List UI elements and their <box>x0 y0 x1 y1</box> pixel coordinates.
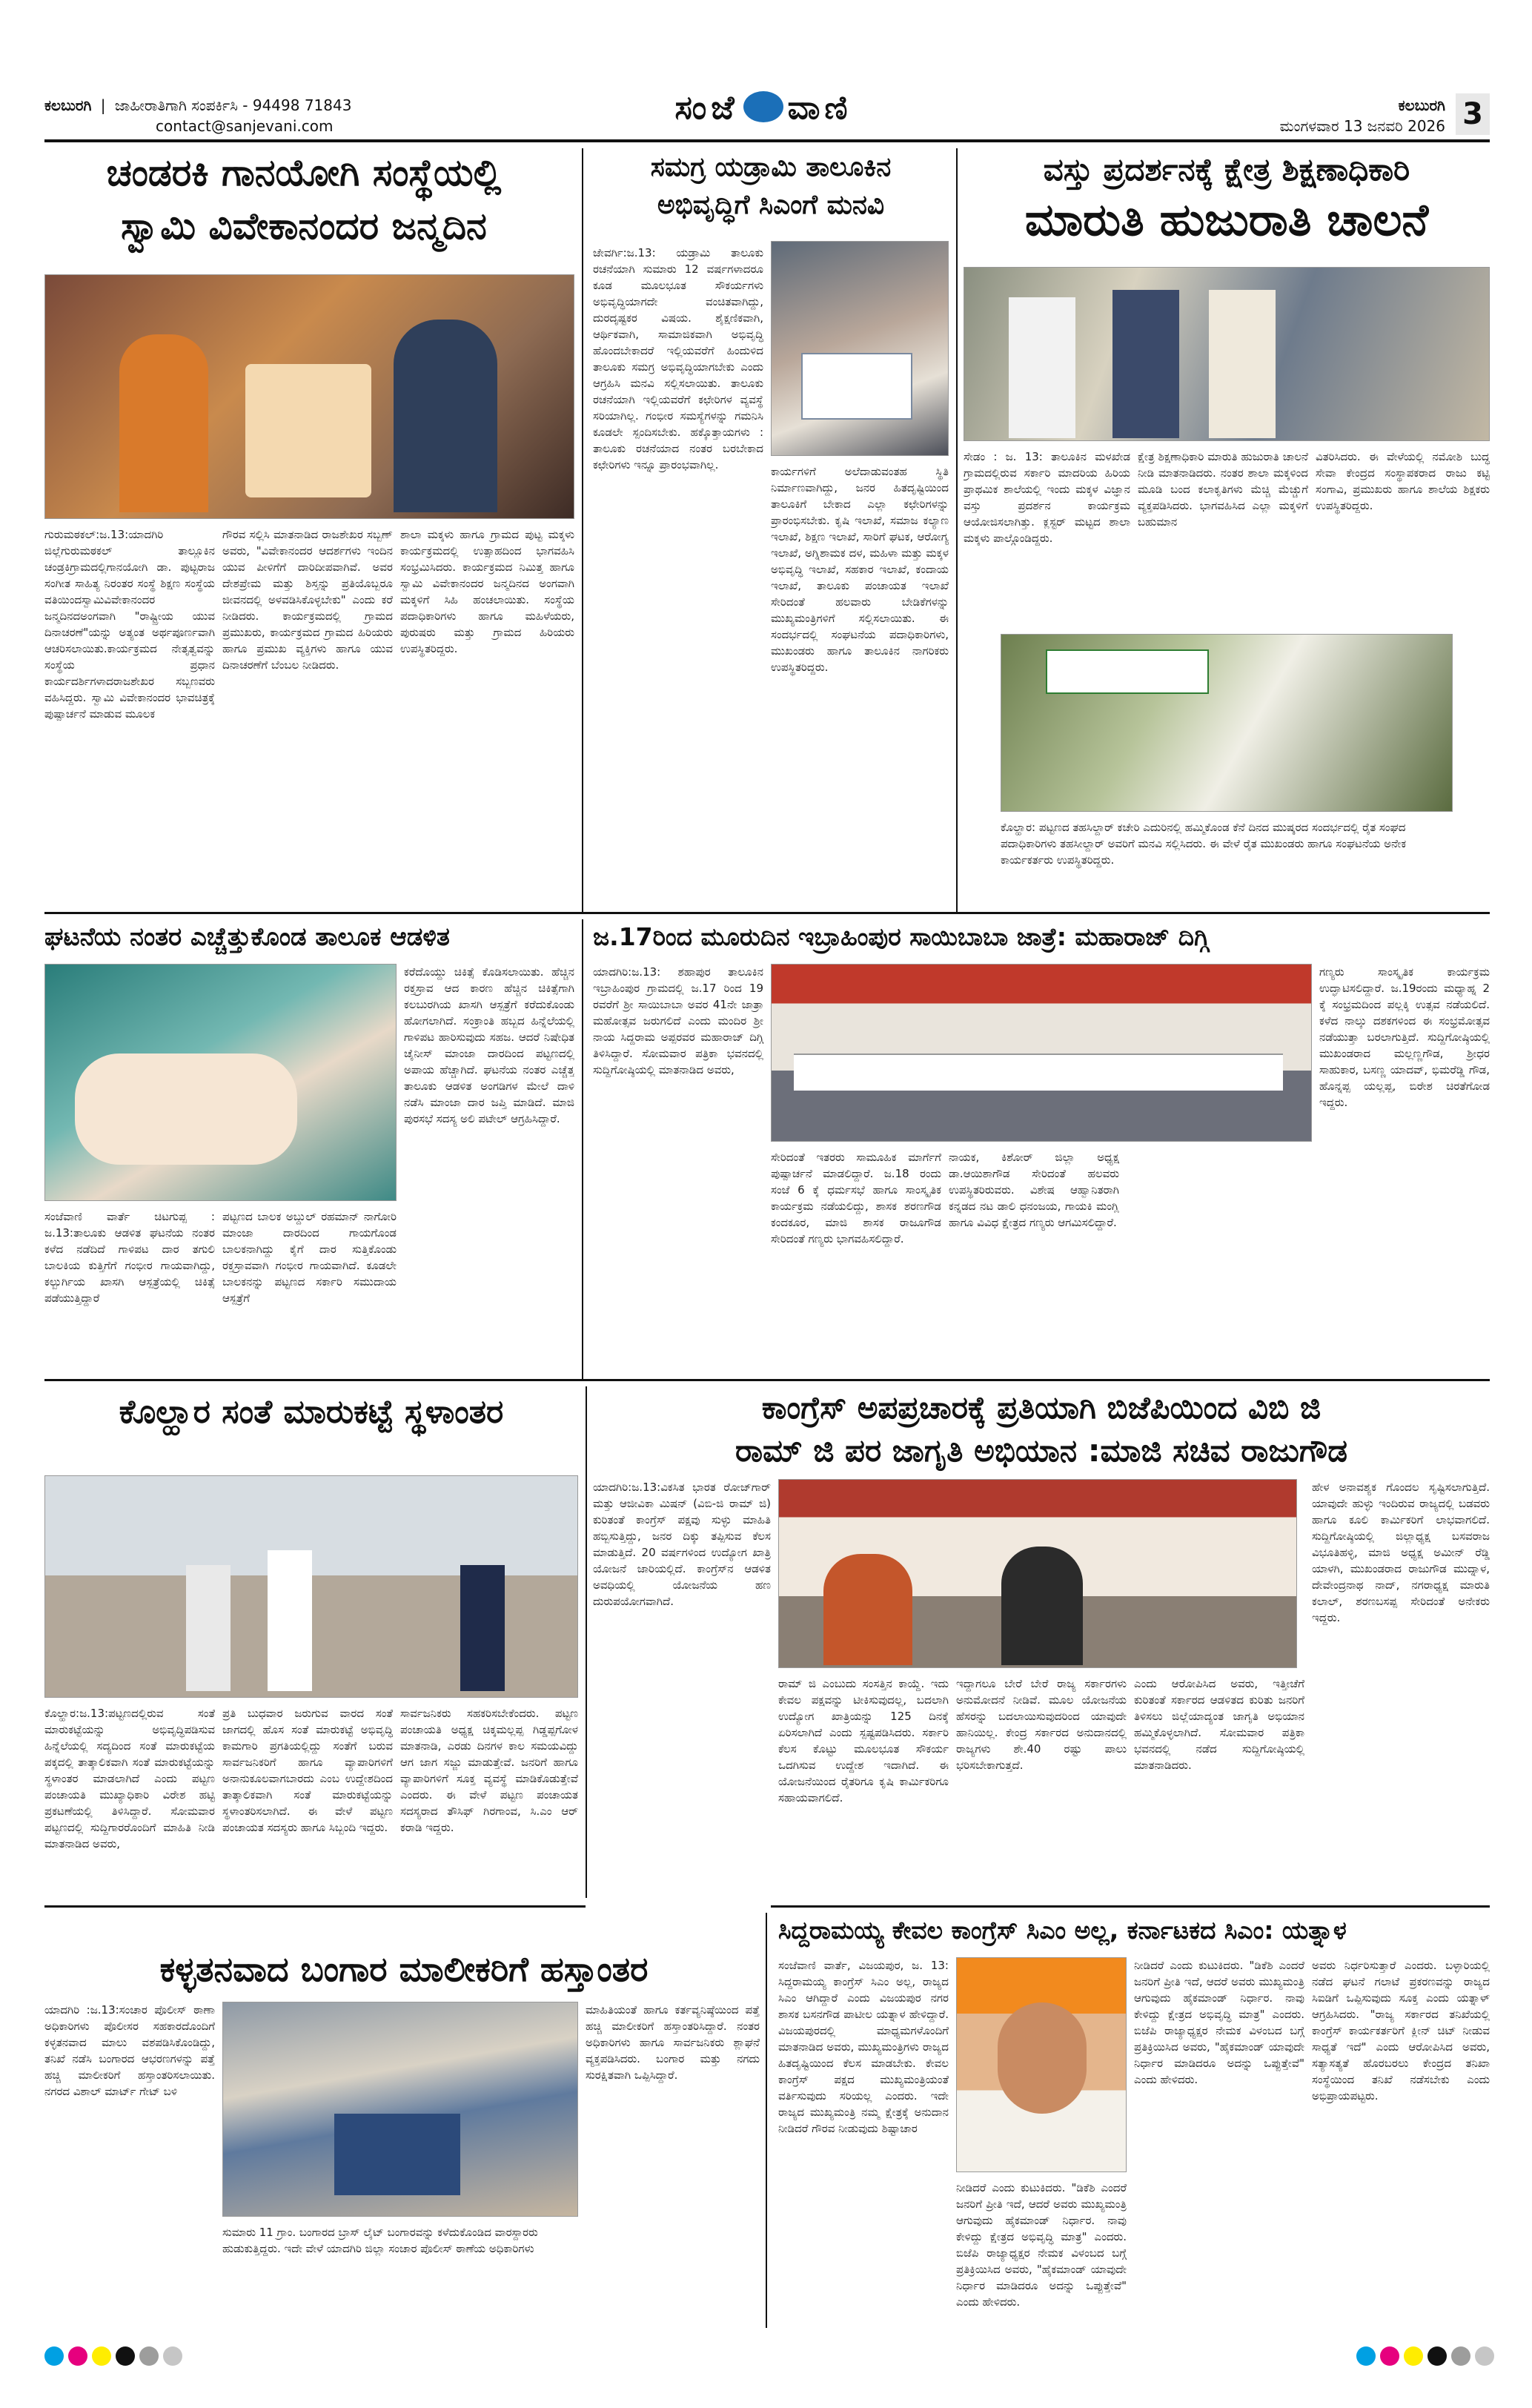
story8-caption: ಸುಮಾರು 11 ಗ್ರಾಂ. ಬಂಗಾರದ ಬ್ರಾಸ್ ಲೈಟ್ ಬಂಗಾರವನ್ನು ಕಳೆದುಕೊಂಡಿದ ವಾರಸ್ದಾರರು ಹುಡುಕುತ್ತಿದ್ದರು. ಇದೇ ವೇಳೆ ಯಾದಗಿರಿ ಜಿಲ್ಲಾ ಸಂಚಾರ ಪೊಲೀಸ್ ಠಾಣೆಯ ಅಧಿಕಾರಿಗಳು <box>222 2226 538 2255</box>
story3-photo-protest <box>1001 634 1453 812</box>
column-divider <box>956 148 958 912</box>
story4-col2: ಪಟ್ಟಣದ ಬಾಲಕ ಅಬ್ದುಲ್ ರಹಮಾನ್ ನಾಗೋರಿ ಮಾಂಜಾ ದಾರದಿಂದ ಗಾಯಗೊಂಡ ಬಾಲಕನಾಗಿದ್ದು ಕೈಗೆ ದಾರ ಸುತ್ತಿಕೊಂಡು ರಕ್ತಸ್ರಾವವಾಗಿ ಗಂಭೀರ ಗಾಯವಾಗಿದೆ. ಕೂಡಲೇ ಬಾಲಕನನ್ನು ಪಟ್ಟಣದ ಸರ್ಕಾರಿ ಸಮುದಾಯ ಆಸ್ಪತ್ರೆಗೆ <box>222 1210 397 1305</box>
story1-headline-line1: ಚಂಡರಕಿ ಗಾನಯೋಗಿ ಸಂಸ್ಥೆಯಲ್ಲಿ <box>106 151 502 194</box>
reg-mark-cyan <box>44 2346 64 2366</box>
masthead-right <box>1280 95 1445 136</box>
story9-col2a <box>956 2180 1127 2317</box>
reg-mark-black <box>116 2346 135 2366</box>
reg-mark-light-gray <box>1475 2346 1494 2366</box>
story5-col2: ಸೇರಿದಂತೆ ಇತರರು ಸಾಮೂಹಿಕ ಮಾರ್ಗೆಗೆ ಪುಷ್ಪಾರ್ಚನೆ ಮಾಡಲಿದ್ದಾರೆ. ಜ.18 ರಂದು ಸಂಜೆ 6 ಕ್ಕೆ ಧರ್ಮಸಭೆ ಹಾಗೂ ಸಾಂಸ್ಕೃತಿಕ ಕಾರ್ಯಕ್ರಮ ನಡೆಯಲಿದ್ದು, ಶಾಸಕ ಶರಣಗೌಡ ಕಂದಕೂರ, ಮಾಜಿ ಶಾಸಕ ರಾಜೂಗೌಡ ಸೇರಿದಂತೆ ಗಣ್ಯರು ಭಾಗವಹಿಸಲಿದ್ದಾರೆ. <box>771 1151 941 1246</box>
newspaper-logo <box>608 89 919 136</box>
masthead-city: ಕಲಬುರಗಿ <box>44 96 92 114</box>
story7-col3: ಇದ್ದಾಗಲೂ ಬೇರೆ ಬೇರೆ ರಾಜ್ಯ ಸರ್ಕಾರಗಳು ಅನುಮೋದನೆ ನೀಡಿವೆ. ಮೂಲ ಯೋಜನೆಯ ಹೆಸರನ್ನು ಬದಲಾಯಿಸುವುದರಿಂದ ಯಾವುದೇ ಹಾನಿಯಿಲ್ಲ. ಕೇಂದ್ರ ಸರ್ಕಾರದ ಅನುದಾನದಲ್ಲಿ ರಾಜ್ಯಗಳು ಶೇ.40 ರಷ್ಟು ಪಾಲು ಭರಿಸಬೇಕಾಗುತ್ತದೆ. <box>956 1677 1127 1772</box>
masthead-left: ಕಲಬುರಗಿ | ಜಾಹೀರಾತಿಗಾಗಿ ಸಂಪರ್ಕಿಸಿ - 94498 71843 contact@sanjevani.com <box>44 96 352 135</box>
masthead <box>44 89 1490 142</box>
story9-headline: ಸಿದ್ದರಾಮಯ್ಯ ಕೇವಲ ಕಾಂಗ್ರೆಸ್ ಸಿಎಂ ಅಲ್ಲ, ಕರ್ನಾಟಕದ ಸಿಎಂ: ಯತ್ನಾಳ <box>778 1916 1347 1945</box>
page-number: 3 <box>1456 93 1490 135</box>
story2-headline-line2: ಅಭಿವೃದ್ಧಿಗೆ ಸಿಎಂಗೆ ಮನವಿ <box>657 190 885 221</box>
reg-mark-light-gray <box>163 2346 182 2366</box>
story8-col3: ಮಾಹಿತಿಯಂತೆ ಹಾಗೂ ಕರ್ತವ್ಯನಿಷ್ಠೆಯಿಂದ ಪತ್ತೆ ಹಚ್ಚಿ ಮಾಲೀಕರಿಗೆ ಹಸ್ತಾಂತರಿಸಿದ್ದಾರೆ. ನಂತರ ಅಧಿಕಾರಿಗಳು ಹಾಗೂ ಸಾರ್ವಜನಿಕರು ಶ್ಲಾಘನೆ ವ್ಯಕ್ತಪಡಿಸಿದರು. ಬಂಗಾರ ಮತ್ತು ನಗದು ಸುರಕ್ಷಿತವಾಗಿ ಒಪ್ಪಿಸಿದ್ದಾರೆ. <box>586 2003 760 2082</box>
registration-marks-left <box>44 2346 182 2366</box>
story7-headline-line1: ಕಾಂಗ್ರೆಸ್ ಅಪಪ್ರಚಾರಕ್ಕೆ ಪ್ರತಿಯಾಗಿ ಬಿಜೆಪಿಯಿಂದ ವಿಬಿ ಜಿ <box>761 1389 1322 1426</box>
story9-col2: ನೀಡಿದರೆ ಎಂದು ಕುಟುಕಿದರು. "ಡಿಕೆಶಿ ಎಂದರೆ ಜನರಿಗೆ ಪ್ರೀತಿ ಇದೆ, ಆದರೆ ಅವರು ಮುಖ್ಯಮಂತ್ರಿ ಆಗುವುದು ಹೈಕಮಾಂಡ್ ನಿರ್ಧಾರ. ನಾವು ಕೇಳಿದ್ದು ಕ್ಷೇತ್ರದ ಅಭಿವೃದ್ಧಿ ಮಾತ್ರ" ಎಂದರು. ಬಿಜೆಪಿ ರಾಜ್ಯಾಧ್ಯಕ್ಷರ ನೇಮಕ ವಿಳಂಬದ ಬಗ್ಗೆ ಪ್ರತಿಕ್ರಿಯಿಸಿದ ಅವರು, "ಹೈಕಮಾಂಡ್ ಯಾವುದೇ ನಿರ್ಧಾರ ಮಾಡಿದರೂ ಅದನ್ನು ಒಪ್ಪುತ್ತೇವೆ" ಎಂದು ಹೇಳಿದರು. <box>1134 1959 1304 2086</box>
story3-col1: ಸೇಡಂ : ಜ. 13: ತಾಲೂಕಿನ ಮಳಖೇಡ ಗ್ರಾಮದಲ್ಲಿರುವ ಸರ್ಕಾರಿ ಮಾದರಿಯ ಹಿರಿಯ ಪ್ರಾಥಮಿಕ ಶಾಲೆಯಲ್ಲಿ ಇಂದು ಮಕ್ಕಳ ವಿಜ್ಞಾನ ವಸ್ತು ಪ್ರದರ್ಶನ ಕಾರ್ಯಕ್ರಮ ಆಯೋಜಿಸಲಾಗಿತ್ತು. ಕ್ಲಸ್ಟರ್ ಮಟ್ಟದ ಶಾಲಾ ಮಕ್ಕಳು ಪಾಲ್ಗೊಂಡಿದ್ದರು. <box>964 450 1130 545</box>
story7-col4: ಎಂದು ಆರೋಪಿಸಿದ ಅವರು, ಇತ್ತೀಚೆಗೆ ಕುರಿತಂತೆ ಸರ್ಕಾರದ ಆಡಳಿತದ ಕುರಿತು ಜನರಿಗೆ ತಿಳಿಸಲು ಜಿಲ್ಲೆಯಾದ್ಯಂತ ಜಾಗೃತಿ ಅಭಿಯಾನ ಹಮ್ಮಿಕೊಳ್ಳಲಾಗಿದೆ. ಸೋಮವಾರ ಪತ್ರಿಕಾ ಭವನದಲ್ಲಿ ನಡೆದ ಸುದ್ದಿಗೋಷ್ಠಿಯಲ್ಲಿ ಮಾತನಾಡಿದರು. <box>1134 1677 1304 1772</box>
section-divider <box>44 1379 1490 1381</box>
reg-mark-gray <box>1451 2346 1470 2366</box>
story6-photo <box>44 1475 578 1698</box>
story2-headline <box>593 152 949 221</box>
story1-col2: ಗೌರವ ಸಲ್ಲಿಸಿ ಮಾತನಾಡಿದ ರಾಜಶೇಖರ ಸಬ್ಬಣ್ ಅವರು, "ವಿವೇಕಾನಂದರ ಆದರ್ಶಗಳು ಇಂದಿನ ಯುವ ಪೀಳಿಗೆಗೆ ದಾರಿದೀಪವಾಗಿವೆ. ಅವರ ದೇಶಪ್ರೇಮ ಮತ್ತು ಶಿಸ್ತನ್ನು ಪ್ರತಿಯೊಬ್ಬರೂ ಜೀವನದಲ್ಲಿ ಅಳವಡಿಸಿಕೊಳ್ಳಬೇಕು" ಎಂದು ಕರೆ ನೀಡಿದರು. ಕಾರ್ಯಕ್ರಮದಲ್ಲಿ ಗ್ರಾಮದ ಪ್ರಮುಖರು, ಕಾರ್ಯಕ್ರಮದ ಗ್ರಾಮದ ಹಿರಿಯರು ಹಾಗೂ ಪ್ರಮುಖ ವ್ಯಕ್ತಿಗಳು ಹಾಗೂ ಯುವ ದಿನಾಚರಣೆಗೆ ಬೆಂಬಲ ನೀಡಿದರು. <box>222 528 393 672</box>
section-divider <box>771 1905 1490 1908</box>
story1-col3: ಶಾಲಾ ಮಕ್ಕಳು ಹಾಗೂ ಗ್ರಾಮದ ಪುಟ್ಟ ಮಕ್ಕಳು ಕಾರ್ಯಕ್ರಮದಲ್ಲಿ ಉತ್ಸಾಹದಿಂದ ಭಾಗವಹಿಸಿ ಸಂಭ್ರಮಿಸಿದರು. ಕಾರ್ಯಕ್ರಮದ ನಿಮಿತ್ತ ಹಾಗೂ ಸ್ವಾಮಿ ವಿವೇಕಾನಂದರ ಜನ್ಮದಿನದ ಅಂಗವಾಗಿ ಮಕ್ಕಳಿಗೆ ಸಿಹಿ ಹಂಚಲಾಯಿತು. ಸಂಸ್ಥೆಯ ಪದಾಧಿಕಾರಿಗಳು ಹಾಗೂ ಮಹಿಳೆಯರು, ಪುರುಷರು ಮತ್ತು ಗ್ರಾಮದ ಹಿರಿಯರು ಉಪಸ್ಥಿತರಿದ್ದರು. <box>400 528 574 655</box>
story3-col2: ಕ್ಷೇತ್ರ ಶಿಕ್ಷಣಾಧಿಕಾರಿ ಮಾರುತಿ ಹುಜುರಾತಿ ಚಾಲನೆ ನೀಡಿ ಮಾತನಾಡಿದರು. ನಂತರ ಶಾಲಾ ಮಕ್ಕಳಿಂದ ಮೂಡಿ ಬಂದ ಕಲಾಕೃತಿಗಳು ಮೆಚ್ಚಿ ಮೆಚ್ಚುಗೆ ವ್ಯಕ್ತಪಡಿಸಿದರು. ಭಾಗವಹಿಸಿದ ಎಲ್ಲಾ ಮಕ್ಕಳಿಗೆ ಬಹುಮಾನ <box>1138 450 1308 529</box>
story8-photo <box>222 2002 578 2217</box>
reg-mark-cyan <box>1356 2346 1376 2366</box>
story7-col2: ರಾಮ್ ಜಿ ಎಂಬುದು ಸಂಸತ್ತಿನ ಕಾಯ್ದೆ. ಇದು ಕೇವಲ ಪಕ್ಷವನ್ನು ಟೀಕಿಸುವುದಲ್ಲ, ಬದಲಾಗಿ ಉದ್ಯೋಗ ಖಾತ್ರಿಯನ್ನು 125 ದಿನಕ್ಕೆ ಏರಿಸಲಾಗಿದೆ ಎಂದು ಸ್ಪಷ್ಟಪಡಿಸಿದರು. ಸರ್ಕಾರಿ ಕೆಲಸ ಕೊಟ್ಟು ಮೂಲಭೂತ ಸೌಕರ್ಯ ಒದಗಿಸುವ ಉದ್ದೇಶ ಇದಾಗಿದೆ. ಈ ಯೋಜನೆಯಿಂದ ರೈತರಿಗೂ ಕೃಷಿ ಕಾರ್ಮಿಕರಿಗೂ ಸಹಾಯವಾಗಲಿದೆ. <box>778 1677 949 1805</box>
section-divider <box>44 912 1490 914</box>
story7-headline <box>593 1390 1490 1469</box>
logo-text-right: ವಾಣಿ <box>787 89 852 127</box>
story5-headline: ಜ.17ರಿಂದ ಮೂರುದಿನ ಇಬ್ರಾಹಿಂಪುರ ಸಾಯಿಬಾಬಾ ಜಾತ್ರೆ: ಮಹಾರಾಜ್ ದಿಗ್ಗಿ <box>593 922 1210 951</box>
story7-photo <box>778 1479 1297 1668</box>
story1-headline-line2: ಸ್ವಾಮಿ ವಿವೇಕಾನಂದರ ಜನ್ಮದಿನ <box>121 204 487 248</box>
story2-headline-line1: ಸಮಗ್ರ ಯಡ್ರಾಮಿ ತಾಲೂಕಿನ <box>650 152 892 182</box>
story4-col1: ಸಂಜೆವಾಣಿ ವಾರ್ತೆ ಚಿಟಗುಪ್ಪ : ಜ.13:ತಾಲೂಕು ಆಡಳಿತ ಘಟನೆಯ ನಂತರ ಕಳೆದ ನಡೆದಿದೆ ಗಾಳಿಪಟ ದಾರ ತಗುಲಿ ಬಾಲಕಿಯ ಕುತ್ತಿಗೆಗೆ ಗಂಭೀರ ಗಾಯವಾಗಿದ್ದು, ಕಲ್ಬುರ್ಗಿಯ ಖಾಸಗಿ ಆಸ್ಪತ್ರೆಯಲ್ಲಿ ಚಿಕಿತ್ಸೆ ಪಡೆಯುತ್ತಿದ್ದಾರೆ <box>44 1210 215 1305</box>
story9-photo-portrait <box>956 1957 1127 2172</box>
story3-headline-line2: ಮಾರುತಿ ಹುಜುರಾತಿ ಚಾಲನೆ <box>1024 194 1429 247</box>
reg-mark-magenta <box>1380 2346 1399 2366</box>
story4-photo <box>44 964 397 1201</box>
story8-headline: ಕಳ್ಳತನವಾದ ಬಂಗಾರ ಮಾಲೀಕರಿಗೆ ಹಸ್ತಾಂತರ <box>159 1949 649 1989</box>
story6-col1: ಕೊಲ್ಹಾರ:ಜ.13:ಪಟ್ಟಣದಲ್ಲಿರುವ ಸಂತೆ ಮಾರುಕಟ್ಟೆಯನ್ನು ಅಭಿವೃದ್ಧಿಪಡಿಸುವ ಹಿನ್ನೆಲೆಯಲ್ಲಿ ಸದ್ಯದಿಂದ ಸಂತೆ ಮಾರುಕಟ್ಟೆಯ ಪಕ್ಕದಲ್ಲಿ ತಾತ್ಕಾಲಿಕವಾಗಿ ಸಂತೆ ಮಾರುಕಟ್ಟೆಯನ್ನು ಸ್ಥಳಾಂತರ ಮಾಡಲಾಗಿದೆ ಎಂದು ಪಟ್ಟಣ ಪಂಚಾಯತಿ ಮುಖ್ಯಾಧಿಕಾರಿ ವಿರೇಶ ಹಟ್ಟಿ ಪ್ರಕಟಣೆಯಲ್ಲಿ ತಿಳಿಸಿದ್ದಾರೆ. ಸೋಮವಾರ ಪಟ್ಟಣದಲ್ಲಿ ಸುದ್ದಿಗಾರರೊಂದಿಗೆ ಮಾಹಿತಿ ನೀಡಿ ಮಾತನಾಡಿದ ಅವರು, <box>44 1707 215 1850</box>
story9-col1: ಸಂಜೆವಾಣಿ ವಾರ್ತೆ, ವಿಜಯಪುರ, ಜ. 13: ಸಿದ್ದರಾಮಯ್ಯ ಕಾಂಗ್ರೆಸ್ ಸಿಎಂ ಅಲ್ಲ, ರಾಜ್ಯದ ಸಿಎಂ ಆಗಿದ್ದಾರೆ ಎಂದು ವಿಜಯಪುರ ನಗರ ಶಾಸಕ ಬಸನಗೌಡ ಪಾಟೀಲ ಯತ್ನಾಳ ಹೇಳಿದ್ದಾರೆ. ವಿಜಯಪುರದಲ್ಲಿ ಮಾಧ್ಯಮಗಳೊಂದಿಗೆ ಮಾತನಾಡಿದ ಅವರು, ಮುಖ್ಯಮಂತ್ರಿಗಳು ರಾಜ್ಯದ ಹಿತದೃಷ್ಟಿಯಿಂದ ಕೆಲಸ ಮಾಡಬೇಕು. ಕೇವಲ ಕಾಂಗ್ರೆಸ್ ಪಕ್ಷದ ಮುಖ್ಯಮಂತ್ರಿಯಂತೆ ವರ್ತಿಸುವುದು ಸರಿಯಲ್ಲ ಎಂದರು. ಇದೇ ರಾಜ್ಯದ ಮುಖ್ಯಮಂತ್ರಿ ನಮ್ಮ ಕ್ಷೇತ್ರಕ್ಕೆ ಅನುದಾನ ನೀಡಿದರೆ ಗೌರವ ನೀಡುವುದು ಶಿಷ್ಟಾಚಾರ <box>778 1959 949 2135</box>
story8-col1: ಯಾದಗಿರಿ :ಜ.13:ಸಂಚಾರ ಪೊಲೀಸ್ ಠಾಣಾ ಅಧಿಕಾರಿಗಳು ಪೊಲೀಸರ ಸಹಕಾರದೊಂದಿಗೆ ಕಳ್ಳತನವಾದ ಮಾಲು ವಶಪಡಿಸಿಕೊಂಡಿದ್ದು, ತನಿಖೆ ನಡೆಸಿ ಬಂಗಾರದ ಆಭರಣಗಳನ್ನು ಪತ್ತೆ ಹಚ್ಚಿ ಮಾಲೀಕರಿಗೆ ಹಸ್ತಾಂತರಿಸಲಾಯಿತು. ನಗರದ ವಿಶಾಲ್ ಮಾರ್ಟ್ ಗೇಟ್ ಬಳಿ <box>44 2003 215 2098</box>
story5-col1: ಯಾದಗಿರಿ:ಜ.13: ಶಹಾಪುರ ತಾಲೂಕಿನ ಇಬ್ರಾಹಿಂಪುರ ಗ್ರಾಮದಲ್ಲಿ ಜ.17 ರಿಂದ 19 ರವರೆಗೆ ಶ್ರೀ ಸಾಯಿಬಾಬಾ ಅವರ 41ನೇ ಜಾತ್ರಾ ಮಹೋತ್ಸವ ಜರುಗಲಿದೆ ಎಂದು ಮಂದಿರ ಶ್ರೀ ನಾಯ ಸಿದ್ದರಾಮ ಅಪ್ಪರವರ ಮಹಾರಾಜ್ ದಿಗ್ಗಿ ತಿಳಿಸಿದ್ದಾರೆ. ಸೋಮವಾರ ಪತ್ರಿಕಾ ಭವನದಲ್ಲಿ ಸುದ್ದಿಗೋಷ್ಠಿಯಲ್ಲಿ ಮಾತನಾಡಿದ ಅವರು, <box>593 965 763 1076</box>
story2-col1: ಜೇವರ್ಗಿ:ಜ.13: ಯಡ್ರಾಮಿ ತಾಲೂಕು ರಚನೆಯಾಗಿ ಸುಮಾರು 12 ವರ್ಷಗಳಾದರೂ ಕೂಡ ಮೂಲಭೂತ ಸೌಕರ್ಯಗಳು ಅಭಿವೃದ್ಧಿಯಾಗದೇ ವಂಚಿತವಾಗಿದ್ದು, ದುರದೃಷ್ಟಕರ ವಿಷಯ. ಶೈಕ್ಷಣಿಕವಾಗಿ, ಆರ್ಥಿಕವಾಗಿ, ಸಾಮಾಜಿಕವಾಗಿ ಅಭಿವೃದ್ಧಿ ಹೊಂದಬೇಕಾದರೆ ಇಲ್ಲಿಯವರೆಗೆ ಹಿಂದುಳಿದ ತಾಲೂಕು ಸಮಗ್ರ ಅಭಿವೃದ್ಧಿಯಾಗಬೇಕು ಎಂದು ಆಗ್ರಹಿಸಿ ಮನವಿ ಸಲ್ಲಿಸಲಾಯಿತು. ತಾಲೂಕು ರಚನೆಯಾಗಿ ಇಲ್ಲಿಯವರೆಗೆ ಕಛೇರಿಗಳ ವ್ಯವಸ್ಥೆ ಸರಿಯಾಗಿಲ್ಲ. ಗಂಭೀರ ಸಮಸ್ಯೆಗಳನ್ನು ಗಮನಿಸಿ ಕೂಡಲೇ ಸ್ಪಂದಿಸಬೇಕು. ಹಕ್ಕೊತ್ತಾಯಗಳು : ತಾಲೂಕು ರಚನೆಯಾದ ನಂತರ ಬರಬೇಕಾದ ಕಛೇರಿಗಳು ಇನ್ನೂ ಪ್ರಾರಂಭವಾಗಿಲ್ಲ. <box>593 246 763 472</box>
column-divider <box>582 148 583 912</box>
story6-col2: ಪ್ರತಿ ಬುಧವಾರ ಜರುಗುವ ವಾರದ ಸಂತೆ ಜಾಗದಲ್ಲಿ ಹೊಸ ಸಂತೆ ಮಾರುಕಟ್ಟೆ ಅಭಿವೃದ್ಧಿ ಕಾಮಗಾರಿ ಪ್ರಗತಿಯಲ್ಲಿದ್ದು ಸಂತೆಗೆ ಬರುವ ಸಾರ್ವಜನಿಕರಿಗೆ ಹಾಗೂ ವ್ಯಾಪಾರಿಗಳಿಗೆ ಅನಾನುಕೂಲವಾಗಬಾರದು ಎಂಬ ಉದ್ದೇಶದಿಂದ ತಾತ್ಕಾಲಿಕವಾಗಿ ಸಂತೆ ಮಾರುಕಟ್ಟೆಯನ್ನು ಸ್ಥಳಾಂತರಿಸಲಾಗಿದೆ. ಈ ವೇಳೆ ಪಟ್ಟಣ ಪಂಚಾಯತ ಸದಸ್ಯರು ಹಾಗೂ ಸಿಬ್ಬಂದಿ ಇದ್ದರು. <box>222 1707 393 1834</box>
column-divider <box>766 1913 767 2328</box>
reg-mark-black <box>1427 2346 1447 2366</box>
column-divider <box>582 919 583 1379</box>
registration-marks-right <box>1356 2346 1494 2366</box>
issue-date: ಮಂಗಳವಾರ 13 ಜನವರಿ 2026 <box>1279 117 1445 135</box>
globe-icon <box>743 91 783 122</box>
contact-email[interactable]: contact@sanjevani.com <box>156 117 334 135</box>
story3-photo-exhibition <box>964 267 1490 441</box>
story7-col5: ಹೇಳ ಅನಾವಶ್ಯಕ ಗೊಂದಲ ಸೃಷ್ಟಿಸಲಾಗುತ್ತಿದೆ. ಯಾವುದೇ ಹುಳ್ಳು ಇಂದಿರುವ ರಾಜ್ಯದಲ್ಲಿ ಬಡವರು ಹಾಗೂ ಕೂಲಿ ಕಾರ್ಮಿಕರಿಗೆ ಲಾಭವಾಗಲಿದೆ. ಸುದ್ದಿಗೋಷ್ಠಿಯಲ್ಲಿ ಜಿಲ್ಲಾಧ್ಯಕ್ಷ ಬಸವರಾಜ ವಿಭೂತಿಹಳ್ಳಿ, ಮಾಜಿ ಅಧ್ಯಕ್ಷ ಅಮೀನ್ ರೆಡ್ಡಿ ಯಾಳಗಿ, ಮುಖಂಡರಾದ ರಾಜುಗೌಡ ಮುದ್ನಾಳ, ದೇವೇಂದ್ರನಾಥ ನಾದ್, ನಗರಾಧ್ಯಕ್ಷ ಮಾರುತಿ ಕಲಾಲ್, ಶರಣಬಸಪ್ಪ ಸೇರಿದಂತೆ ಅನೇಕರು ಇದ್ದರು. <box>1312 1481 1490 1624</box>
story9-col2-text: ನೀಡಿದರೆ ಎಂದು ಕುಟುಕಿದರು. "ಡಿಕೆಶಿ ಎಂದರೆ ಜನರಿಗೆ ಪ್ರೀತಿ ಇದೆ, ಆದರೆ ಅವರು ಮುಖ್ಯಮಂತ್ರಿ ಆಗುವುದು ಹೈಕಮಾಂಡ್ ನಿರ್ಧಾರ. ನಾವು ಕೇಳಿದ್ದು ಕ್ಷೇತ್ರದ ಅಭಿವೃದ್ಧಿ ಮಾತ್ರ" ಎಂದರು. ಬಿಜೆಪಿ ರಾಜ್ಯಾಧ್ಯಕ್ಷರ ನೇಮಕ ವಿಳಂಬದ ಬಗ್ಗೆ ಪ್ರತಿಕ್ರಿಯಿಸಿದ ಅವರು, "ಹೈಕಮಾಂಡ್ ಯಾವುದೇ ನಿರ್ಧಾರ ಮಾಡಿದರೂ ಅದನ್ನು ಒಪ್ಪುತ್ತೇವೆ" ಎಂದು ಹೇಳಿದರು. <box>956 2181 1127 2309</box>
story4-col3: ಕರೆದೊಯ್ದು ಚಿಕಿತ್ಸೆ ಕೊಡಿಸಲಾಯಿತು. ಹೆಚ್ಚಿನ ರಕ್ತಸ್ರಾವ ಆದ ಕಾರಣ ಹೆಚ್ಚಿನ ಚಿಕಿತ್ಸೆಗಾಗಿ ಕಲಬುರಗಿಯ ಖಾಸಗಿ ಆಸ್ಪತ್ರೆಗೆ ಕರೆದುಕೊಂಡು ಹೋಗಲಾಗಿದೆ. ಸಂಕ್ರಾಂತಿ ಹಬ್ಬದ ಹಿನ್ನೆಲೆಯಲ್ಲಿ ಗಾಳಿಪಟ ಹಾರಿಸುವುದು ಸಹಜ. ಆದರೆ ನಿಷೇಧಿತ ಚೈನೀಸ್ ಮಾಂಜಾ ದಾರದಿಂದ ಪಟ್ಟಣದಲ್ಲಿ ಅಪಾಯ ಹೆಚ್ಚಾಗಿದೆ. ಘಟನೆಯ ನಂತರ ಎಚ್ಚೆತ್ತ ತಾಲೂಕು ಆಡಳಿತ ಅಂಗಡಿಗಳ ಮೇಲೆ ದಾಳಿ ನಡೆಸಿ ಮಾಂಜಾ ದಾರ ಜಪ್ತಿ ಮಾಡಿದೆ. ಮಾಜಿ ಪುರಸಭೆ ಸದಸ್ಯ ಅಲಿ ಪಟೇಲ್ ಆಗ್ರಹಿಸಿದ್ದಾರೆ. <box>404 965 574 1125</box>
story9-col3: ಅವರು ನಿರ್ಧರಿಸುತ್ತಾರೆ ಎಂದರು. ಬಳ್ಳಾರಿಯಲ್ಲಿ ನಡೆದ ಘಟನೆ ಗಲಾಟೆ ಪ್ರಕರಣವನ್ನು ರಾಜ್ಯದ ಸಿಐಡಿಗೆ ಒಪ್ಪಿಸುವುದು ಸೂಕ್ತ ಎಂದು ಯತ್ನಾಳ್ ಆಗ್ರಹಿಸಿದರು. "ರಾಜ್ಯ ಸರ್ಕಾರದ ತನಿಖೆಯಲ್ಲಿ ಕಾಂಗ್ರೆಸ್ ಕಾರ್ಯಕರ್ತರಿಗೆ ಕ್ಲೀನ್ ಚಿಟ್ ನೀಡುವ ಸಾಧ್ಯತೆ ಇದೆ" ಎಂದು ಆರೋಪಿಸಿದ ಅವರು, ಸತ್ಯಾಸತ್ಯತೆ ಹೊರಬರಲು ಕೇಂದ್ರದ ತನಿಖಾ ಸಂಸ್ಥೆಯಿಂದ ತನಿಖೆ ನಡೆಸಬೇಕು ಎಂದು ಅಭಿಪ್ರಾಯಪಟ್ಟರು. <box>1312 1959 1490 2103</box>
column-divider <box>586 1386 587 1898</box>
story1-headline <box>44 152 563 248</box>
story7-headline-line2: ರಾಮ್ ಜಿ ಪರ ಜಾಗೃತಿ ಅಭಿಯಾನ :ಮಾಜಿ ಸಚಿವ ರಾಜುಗೌಡ <box>735 1432 1347 1469</box>
masthead-right-city: ಕಲಬುರಗಿ <box>1398 96 1445 114</box>
reg-mark-yellow <box>92 2346 111 2366</box>
section-divider <box>44 1905 586 1908</box>
story5-col3: ನಾಯಕ, ಕಿಶೋರ್ ಜಿಲ್ಲಾ ಅಧ್ಯಕ್ಷ ಡಾ.ಆಯಿಶಾಗೌಡ ಸೇರಿದಂತೆ ಹಲವರು ಉಪಸ್ಥಿತರಿರುವರು. ವಿಶೇಷ ಆಹ್ವಾನಿತರಾಗಿ ಕನ್ನಡದ ನಟ ಡಾಲಿ ಧನಂಜಯ, ಗಾಯಕಿ ಮಂಗ್ಲಿ ಹಾಗೂ ವಿವಿಧ ಕ್ಷೇತ್ರದ ಗಣ್ಯರು ಆಗಮಿಸಲಿದ್ದಾರೆ. <box>949 1151 1119 1229</box>
story7-col1: ಯಾದಗಿರಿ:ಜ.13:ವಿಕಸಿತ ಭಾರತ ರೋಜ್‌ಗಾರ್ ಮತ್ತು ಆಜೀವಿಕಾ ಮಿಷನ್ (ವಿಬಿ-ಜಿ ರಾಮ್ ಜಿ) ಕುರಿತಂತೆ ಕಾಂಗ್ರೆಸ್ ಪಕ್ಷವು ಸುಳ್ಳು ಮಾಹಿತಿ ಹಬ್ಬಿಸುತ್ತಿದ್ದು, ಜನರ ದಿಕ್ಕು ತಪ್ಪಿಸುವ ಕೆಲಸ ಮಾಡುತ್ತಿದೆ. 20 ವರ್ಷಗಳಿಂದ ಉದ್ಯೋಗ ಖಾತ್ರಿ ಯೋಜನೆ ಜಾರಿಯಲ್ಲಿದೆ. ಕಾಂಗ್ರೆಸ್‌ನ ಆಡಳಿತ ಅವಧಿಯಲ್ಲಿ ಯೋಜನೆಯ ಹಣ ದುರುಪಯೋಗವಾಗಿದೆ. <box>593 1481 771 1608</box>
story1-photo <box>44 274 574 519</box>
reg-mark-gray <box>139 2346 159 2366</box>
ad-contact: ಜಾಹೀರಾತಿಗಾಗಿ ಸಂಪರ್ಕಿಸಿ - 94498 71843 <box>114 96 352 114</box>
story2-col2: ಕಾರ್ಯಗಳಿಗೆ ಅಲೆದಾಡುವಂತಹ ಸ್ಥಿತಿ ನಿರ್ಮಾಣವಾಗಿದ್ದು, ಜನರ ಹಿತದೃಷ್ಟಿಯಿಂದ ತಾಲೂಕಿಗೆ ಬೇಕಾದ ಎಲ್ಲಾ ಕಛೇರಿಗಳನ್ನು ಪ್ರಾರಂಭಿಸಬೇಕು. ಕೃಷಿ ಇಲಾಖೆ, ಸಮಾಜ ಕಲ್ಯಾಣ ಇಲಾಖೆ, ಶಿಕ್ಷಣ ಇಲಾಖೆ, ಸಾರಿಗೆ ಘಟಕ, ಆರೋಗ್ಯ ಇಲಾಖೆ, ಅಗ್ನಿಶಾಮಕ ದಳ, ಮಹಿಳಾ ಮತ್ತು ಮಕ್ಕಳ ಅಭಿವೃದ್ಧಿ ಇಲಾಖೆ, ಸಹಕಾರ ಇಲಾಖೆ, ಕಂದಾಯ ಇಲಾಖೆ, ತಾಲೂಕು ಪಂಚಾಯತ ಇಲಾಖೆ ಸೇರಿದಂತೆ ಹಲವಾರು ಬೇಡಿಕೆಗಳನ್ನು ಮುಖ್ಯಮಂತ್ರಿಗಳಿಗೆ ಸಲ್ಲಿಸಲಾಯಿತು. ಈ ಸಂದರ್ಭದಲ್ಲಿ ಸಂಘಟನೆಯ ಪದಾಧಿಕಾರಿಗಳು, ಮುಖಂಡರು ಹಾಗೂ ತಾಲೂಕಿನ ನಾಗರಿಕರು ಉಪಸ್ಥಿತರಿದ್ದರು. <box>771 465 949 674</box>
story5-photo <box>771 964 1312 1142</box>
story2-photo <box>771 241 949 456</box>
reg-mark-yellow <box>1404 2346 1423 2366</box>
story1-col1: ಗುರುಮಠಕಲ್:ಜ.13:ಯಾದಗಿರಿ ಜಿಲ್ಲೆಗುರುಮಠಕಲ್ ತಾಲ್ಲೂಕಿನ ಚಂಡ್ರಕಿಗ್ರಾಮದಲ್ಲಿಗಾನಯೋಗಿ ಡಾ. ಪುಟ್ಟರಾಜ ಸಂಗೀತ ಸಾಹಿತ್ಯ ನಿರಂತರ ಸಂಸ್ಥೆ ಶಿಕ್ಷಣ ಸಂಸ್ಥೆಯ ವತಿಯಿಂದಸ್ವಾಮಿವಿವೇಕಾನಂದರ ಜನ್ಮದಿನದಅಂಗವಾಗಿ "ರಾಷ್ಟ್ರೀಯ ಯುವ ದಿನಾಚರಣೆ"ಯನ್ನು ಅತ್ಯಂತ ಅರ್ಥಪೂರ್ಣವಾಗಿ ಆಚರಿಸಲಾಯಿತು.ಕಾರ್ಯಕ್ರಮದ ನೇತೃತ್ವವನ್ನು ಸಂಸ್ಥೆಯ ಪ್ರಧಾನ ಕಾರ್ಯದರ್ಶಿಗಳಾದರಾಜಶೇಖರ ಸಬ್ಬಣವರು ವಹಿಸಿದ್ದರು. ಸ್ವಾಮಿ ವಿವೇಕಾನಂದರ ಭಾವಚಿತ್ರಕ್ಕೆ ಪುಷ್ಪಾರ್ಚನೆ ಮಾಡುವ ಮೂಲಕ <box>44 528 215 721</box>
story6-headline: ಕೊಲ್ಹಾರ ಸಂತೆ ಮಾರುಕಟ್ಟೆ ಸ್ಥಳಾಂತರ <box>119 1393 504 1431</box>
story3-headline-line1: ವಸ್ತು ಪ್ರದರ್ಶನಕ್ಕೆ ಕ್ಷೇತ್ರ ಶಿಕ್ಷಣಾಧಿಕಾರಿ <box>1043 151 1410 188</box>
story3-caption: ಕೊಲ್ಹಾರ: ಪಟ್ಟಣದ ತಹಸಿಲ್ದಾರ್ ಕಚೇರಿ ಎದುರಿನಲ್ಲಿ ಹಮ್ಮಿಕೊಂಡ ಕೆನೆ ದಿನದ ಮುಷ್ಕರದ ಸಂದರ್ಭದಲ್ಲಿ ರೈತ ಸಂಘದ ಪದಾಧಿಕಾರಿಗಳು ತಹಸೀಲ್ದಾರ್ ಅವರಿಗೆ ಮನವಿ ಸಲ್ಲಿಸಿದರು. ಈ ವೇಳೆ ರೈತ ಮುಖಂಡರು ಹಾಗೂ ಸಂಘಟನೆಯ ಅನೇಕ ಕಾರ್ಯಕರ್ತರು ಉಪಸ್ಥಿತರಿದ್ದರು. <box>1001 821 1407 867</box>
story5-col4: ಗಣ್ಯರು ಸಾಂಸ್ಕೃತಿಕ ಕಾರ್ಯಕ್ರಮ ಉದ್ಘಾಟಿಸಲಿದ್ದಾರೆ. ಜ.19ರಂದು ಮಧ್ಯಾಹ್ನ 2 ಕ್ಕೆ ಸಂಭ್ರಮದಿಂದ ಪಲ್ಲಕ್ಕಿ ಉತ್ಸವ ನಡೆಯಲಿದೆ. ಕಳೆದ ನಾಲ್ಕು ದಶಕಗಳಿಂದ ಈ ಸಂಭ್ರಮೋತ್ಸವ ನಡೆಯುತ್ತಾ ಬರಲಾಗುತ್ತಿದೆ. ಸುದ್ದಿಗೋಷ್ಠಿಯಲ್ಲಿ ಮುಖಂಡರಾದ ಮಲ್ಲಣ್ಣಗೌಡ, ಶ್ರೀಧರ ಸಾಹುಕಾರ, ಬಸಣ್ಣ ಯಾದವ್, ಭಿಮರೆಡ್ಡಿ ಗೌಡ, ಹೊನ್ನಪ್ಪ ಯಲ್ಲಪ್ಪ, ಬಿರೇಶ ಚಿರತೆಗೋಡ ಇದ್ದರು. <box>1319 965 1490 1109</box>
story3-headline <box>964 152 1490 246</box>
logo-text-left: ಸಂಜೆ <box>674 89 739 127</box>
story6-col3: ಸಾರ್ವಜನಿಕರು ಸಹಕರಿಸಬೇಕೆಂದರು. ಪಟ್ಟಣ ಪಂಚಾಯತಿ ಅಧ್ಯಕ್ಷ ಚಿಕ್ಕಮಲ್ಲಪ್ಪ ಗಿಡ್ಡಪ್ಪಗೋಳ ಮಾತನಾಡಿ, ಎರಡು ದಿನಗಳ ಕಾಲ ಸಮಯವಿದ್ದು ಆಗ ಜಾಗ ಸಜ್ಜು ಮಾಡುತ್ತೇವೆ. ಜನರಿಗೆ ಹಾಗೂ ವ್ಯಾಪಾರಿಗಳಿಗೆ ಸೂಕ್ತ ವ್ಯವಸ್ಥೆ ಮಾಡಿಕೊಡುತ್ತೇವೆ ಎಂದರು. ಈ ವೇಳೆ ಪಟ್ಟಣ ಪಂಚಾಯತ ಸದಸ್ಯರಾದ ತೌಸಿಫ್ ಗಿರಗಾಂವ, ಸಿ.ಎಂ ಆರ್ ಕರಾಡಿ ಇದ್ದರು. <box>400 1707 578 1834</box>
story4-headline: ಘಟನೆಯ ನಂತರ ಎಚ್ಚೆತ್ತುಕೊಂಡ ತಾಲೂಕ ಆಡಳಿತ <box>44 922 450 952</box>
story3-col3: ವಿತರಿಸಿದರು. ಈ ವೇಳೆಯಲ್ಲಿ ನಮೋಶಿ ಬುದ್ಧ ಸೇವಾ ಕೇಂದ್ರದ ಸಂಸ್ಥಾಪಕರಾದ ರಾಜು ಕಟ್ಟಿ ಸಂಗಾವಿ, ಪ್ರಮುಖರು ಹಾಗೂ ಶಾಲೆಯ ಶಿಕ್ಷಕರು ಉಪಸ್ಥಿತರಿದ್ದರು. <box>1316 450 1490 512</box>
reg-mark-magenta <box>68 2346 87 2366</box>
